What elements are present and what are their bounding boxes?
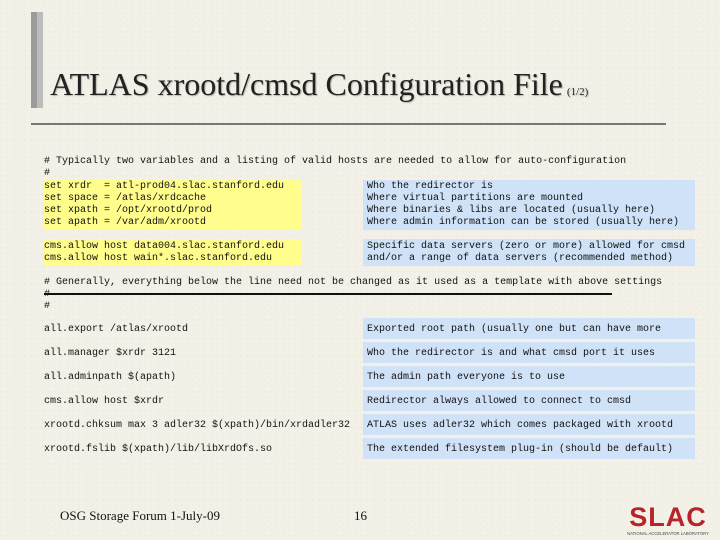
directive-note: The admin path everyone is to use (367, 372, 566, 383)
set-line: set xpath = /opt/xrootd/prod (44, 205, 213, 216)
slac-logo (620, 500, 716, 538)
set-line: set apath = /var/adm/xrootd (44, 217, 207, 228)
directive-code: xrootd.fslib $(xpath)/lib/libXrdOfs.so (44, 444, 273, 455)
title-accent-bar-dark (31, 12, 37, 108)
cms-line: cms.allow host data004.slac.stanford.edu (44, 241, 285, 252)
slac-logo-text: SLAC (629, 502, 707, 532)
directive-note: Redirector always allowed to connect to cmsd (367, 396, 632, 407)
set-note: Where admin information can be stored (usually here) (367, 217, 680, 228)
directive-note: Exported root path (usually one but can have more (367, 324, 662, 335)
title-underline (31, 123, 666, 125)
slac-logo-subtext: NATIONAL ACCELERATOR LABORATORY (627, 531, 709, 536)
cms-line: cms.allow host wain*.slac.stanford.edu (44, 253, 273, 264)
comment-line: # Generally, everything below the line need not be changed as it used as a template with above settings (44, 277, 663, 288)
directive-note: The extended filesystem plug-in (should be default) (367, 444, 674, 455)
directive-note: ATLAS uses adler32 which comes packaged with xrootd (367, 420, 674, 431)
comment-line: # Typically two variables and a listing of valid hosts are needed to allow for auto-configuration (44, 156, 627, 167)
set-line: set xrdr = atl-prod04.slac.stanford.edu (44, 181, 285, 192)
directive-code: all.manager $xrdr 3121 (44, 348, 177, 359)
slide-title-page: (1/2) (566, 86, 589, 98)
set-note: Where binaries & libs are located (usually here) (367, 205, 656, 216)
set-note: Who the redirector is (367, 181, 494, 192)
directive-code: cms.allow host $xrdr (44, 396, 165, 407)
set-line: set space = /atlas/xrdcache (44, 193, 207, 204)
slide-title (50, 66, 588, 103)
directive-note: Who the redirector is and what cmsd port it uses (367, 348, 656, 359)
comment-line: # (44, 168, 51, 179)
slide-title-main: ATLAS xrootd/cmsd Configuration File (50, 66, 563, 102)
set-note: Where virtual partitions are mounted (367, 193, 584, 204)
footer-page-number: 16 (354, 508, 367, 523)
comment-line: # (44, 301, 51, 312)
directive-code: all.adminpath $(apath) (44, 372, 177, 383)
template-separator-line (44, 293, 612, 295)
directive-code: all.export /atlas/xrootd (44, 324, 189, 335)
directive-code: xrootd.chksum max 3 adler32 $(xpath)/bin/xrdadler32 (44, 420, 351, 431)
footer-event-date: OSG Storage Forum 1-July-09 (60, 508, 220, 523)
cms-note: Specific data servers (zero or more) allowed for cmsd (367, 241, 686, 252)
cms-note: and/or a range of data servers (recommended method) (367, 253, 674, 264)
comment-line (44, 289, 50, 301)
